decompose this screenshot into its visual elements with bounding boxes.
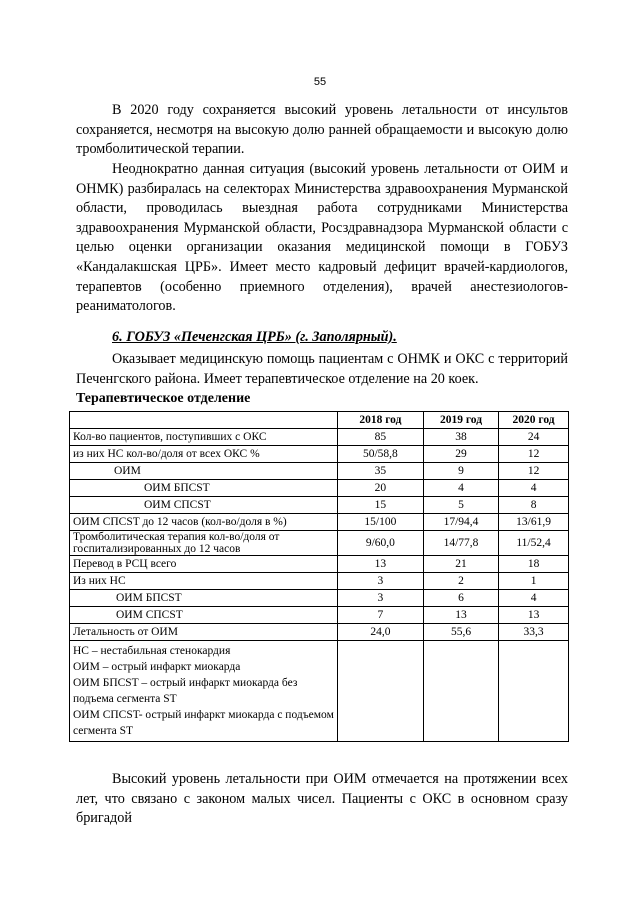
legend-empty-cell [423,641,498,742]
cell-2018: 13 [337,556,423,573]
table-row [70,463,569,480]
row-label: ОИМ СПСST [70,607,338,624]
cell-2019: 4 [423,480,498,497]
cell-2018: 50/58,8 [337,446,423,463]
cell-2019: 2 [423,573,498,590]
cell-2019: 21 [423,556,498,573]
row-label: из них НС кол-во/доля от всех ОКС % [70,446,338,463]
cell-2018: 9/60,0 [337,531,423,556]
table-row [70,446,569,463]
abbreviation-legend [70,641,338,742]
cell-2018: 3 [337,573,423,590]
row-label: ОИМ БПСST [70,480,338,497]
table-legend-row [70,641,569,742]
cell-2020: 13/61,9 [499,514,569,531]
paragraph-block-2 [76,160,568,317]
cell-2020: 11/52,4 [499,531,569,556]
section-heading: 6. ГОБУЗ «Печенгская ЦРБ» (г. Заполярный). [112,329,397,345]
cell-2018: 3 [337,590,423,607]
row-label: Кол-во пациентов, поступивших с ОКС [70,429,338,446]
paragraph-3: Оказывает медицинскую помощь пациентам с ОНМК и ОКС с территорий Печенгского района. Имеет терапевтическое отделение на 20 коек. [76,351,568,387]
legend-empty-cell [337,641,423,742]
table-title: Терапевтическое отделение [76,391,251,406]
legend-line: ОИМ – острый инфаркт миокарда [73,661,241,673]
paragraph-block-4 [76,770,568,829]
cell-2018: 7 [337,607,423,624]
table-row [70,556,569,573]
cell-2020: 4 [499,590,569,607]
row-label: ОИМ СПСST [70,497,338,514]
table-row [70,429,569,446]
cell-2019: 6 [423,590,498,607]
cell-2019: 14/77,8 [423,531,498,556]
cell-2020: 13 [499,607,569,624]
cell-2020: 12 [499,463,569,480]
cell-2019: 17/94,4 [423,514,498,531]
table-header-row [70,412,569,429]
cell-2018: 15/100 [337,514,423,531]
table-row [70,497,569,514]
cell-2019: 5 [423,497,498,514]
statistics-table [69,411,569,742]
table-row [70,590,569,607]
page-number: 55 [313,76,327,88]
table-row [70,624,569,641]
table-row [70,531,569,556]
cell-2020: 8 [499,497,569,514]
legend-line: ОИМ БПСST – острый инфаркт миокарда без подъема сегмента ST [73,677,298,705]
row-label: ОИМ [70,463,338,480]
paragraph-1: В 2020 году сохраняется высокий уровень летальности от инсультов сохраняется, несмотря на высокую долю ранней обращаемости и высокую долю тромболитической терапии. [76,102,568,158]
cell-2020: 33,3 [499,624,569,641]
cell-2020: 24 [499,429,569,446]
table-row [70,480,569,497]
cell-2020: 12 [499,446,569,463]
legend-line: ОИМ СПСST- острый инфаркт миокарда с подъемом сегмента ST [73,709,334,737]
table-row [70,573,569,590]
row-label: Летальность от ОИМ [70,624,338,641]
cell-2019: 38 [423,429,498,446]
paragraph-2: Неоднократно данная ситуация (высокий уровень летальности от ОИМ и ОНМК) разбиралась на селекторах Министерства здравоохранения Мурманской области, проводилась выездная работа сотрудниками Министерства здравоохранения Мурманской области, Росздравнадзора Мурманской области с целью оценки организации оказания медицинской помощи в ГОБУЗ «Кандалакшская ЦРБ». Имеет место кадровый дефицит врачей-кардиологов, терапевтов (особенно приемного отделения), врачей анестезиологов-реаниматологов. [76,161,568,315]
header-cell-2020: 2020 год [499,412,569,429]
table-row [70,514,569,531]
cell-2020: 1 [499,573,569,590]
cell-2020: 4 [499,480,569,497]
paragraph-block-3 [76,350,568,389]
cell-2020: 18 [499,556,569,573]
legend-line: НС – нестабильная стенокардия [73,645,231,657]
cell-2019: 29 [423,446,498,463]
cell-2019: 9 [423,463,498,480]
row-label: Тромболитическая терапия кол-во/доля от госпитализированных до 12 часов [70,531,338,556]
cell-2018: 35 [337,463,423,480]
cell-2018: 24,0 [337,624,423,641]
row-label: Из них НС [70,573,338,590]
row-label: ОИМ СПСST до 12 часов (кол-во/доля в %) [70,514,338,531]
paragraph-block-1 [76,101,568,160]
cell-2018: 15 [337,497,423,514]
cell-2019: 13 [423,607,498,624]
header-cell-2018: 2018 год [337,412,423,429]
paragraph-4: Высокий уровень летальности при ОИМ отмечается на протяжении всех лет, что связано с законом малых чисел. Пациенты с ОКС в основном сразу бригадой [76,771,568,827]
table-row [70,607,569,624]
cell-2018: 20 [337,480,423,497]
cell-2019: 55,6 [423,624,498,641]
header-cell-2019: 2019 год [423,412,498,429]
cell-2018: 85 [337,429,423,446]
row-label: ОИМ БПСST [70,590,338,607]
row-label: Перевод в РСЦ всего [70,556,338,573]
header-cell-empty [70,412,338,429]
legend-empty-cell [499,641,569,742]
